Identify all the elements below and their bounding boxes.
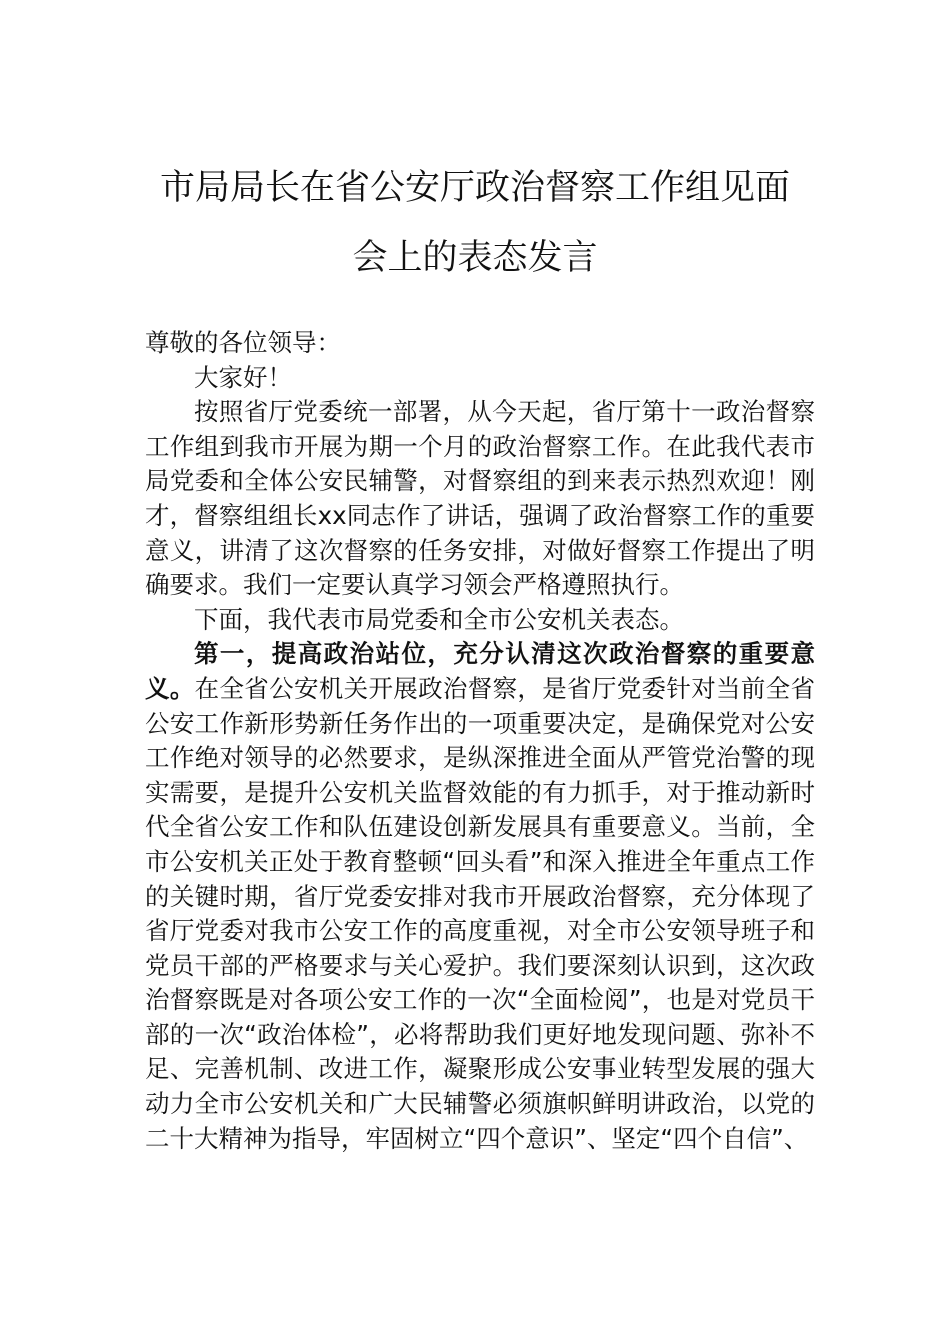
document-title-line-2: 会上的表态发言	[352, 238, 598, 278]
paragraph-3-lead: 第一，提高政治站位，充分认清这次政治督察的重要意义。	[145, 639, 815, 703]
paragraph-1: 按照省厅党委统一部署，从今天起，省厅第十一政治督察工作组到我市开展为期一个月的政治督察工作。在此我代表市局党委和全体公安民辅警，对督察组的到来表示热烈欢迎！刚才，督察组组长xx同志作了讲话，强调了政治督察工作的重要意义，讲清了这次督察的任务安排，对做好督察工作提出了明确要求。我们一定要认真学习领会严格遵照执行。	[145, 397, 815, 600]
paragraph-2: 下面，我代表市局党委和全市公安机关表态。	[194, 604, 684, 634]
paragraph-3-body: 在全省公安机关开展政治督察，是省厅党委针对当前全省公安工作新形势新任务作出的一项重要决定，是确保党对公安工作绝对领导的必然要求，是纵深推进全面从严管党治警的现实需要，是提升公安机关监督效能的有力抓手，对于推动新时代全省公安工作和队伍建设创新发展具有重要意义。当前，全市公安机关正处于教育整顿“回头看”和深入推进全年重点工作的关键时期，省厅党委安排对我市开展政治督察，充分体现了省厅党委对我市公安工作的高度重视，对全市公安领导班子和党员干部的严格要求与关心爱护。我们要深刻认识到，这次政治督察既是对各项公安工作的一次“全面检阅”，也是对党员干部的一次“政治体检”，必将帮助我们更好地发现问题、弥补不足、完善机制、改进工作，凝聚形成公安事业转型发展的强大动力全市公安机关和广大民辅警必须旗帜鲜明讲政治，以党的二十大精神为指导，牢固树立“四个意识”、坚定“四个自信”、	[145, 673, 815, 1153]
document-title-line-1: 市局局长在省公安厅政治督察工作组见面	[159, 168, 790, 208]
greeting: 大家好！	[194, 362, 292, 392]
document-body	[145, 326, 815, 1156]
paragraph-3	[145, 637, 815, 1156]
salutation: 尊敬的各位领导：	[145, 328, 341, 357]
